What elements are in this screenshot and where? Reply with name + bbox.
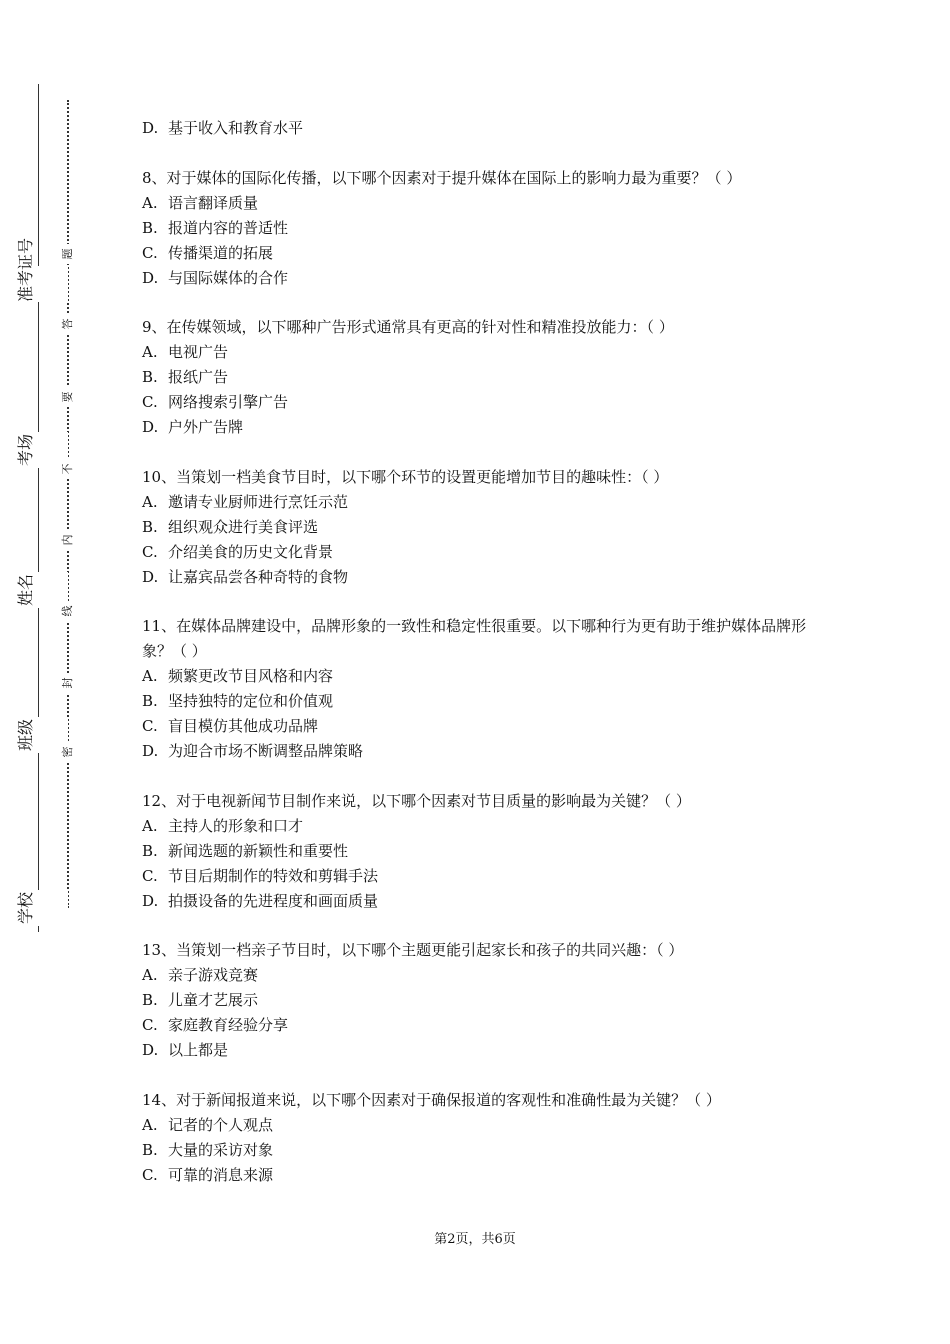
option-letter: B. (142, 218, 158, 237)
seal-char: 内 (60, 530, 76, 550)
option-letter: B. (142, 517, 158, 536)
question-text: 10、当策划一档美食节目时，以下哪个环节的设置更能增加节目的趣味性：（ ） (142, 467, 669, 486)
option-letter: B. (142, 1140, 158, 1159)
option-letter: D. (142, 1041, 159, 1059)
option-letter: D. (142, 891, 159, 910)
option-a (142, 1113, 822, 1138)
option-text: 与国际媒体的合作 (168, 268, 289, 287)
question-text: 13、当策划一档亲子节目时，以下哪个主题更能引起家长和孩子的共同兴趣：（ ） (142, 941, 684, 959)
question-text: 11、在媒体品牌建设中，品牌形象的一致性和稳定性很重要。以下哪种行为更有助于维护媒体品牌形象？（ ） (142, 617, 807, 660)
option-letter: A. (142, 343, 158, 361)
option-text: 拍摄设备的先进程度和画面质量 (168, 891, 379, 910)
option-text: 坚持独特的定位和价值观 (168, 692, 334, 710)
option-text: 语言翻译质量 (168, 193, 259, 212)
option-letter: B. (142, 692, 158, 710)
option-a (142, 963, 822, 988)
option-text: 亲子游戏竞赛 (168, 966, 259, 984)
option-text: 介绍美食的历史文化背景 (168, 542, 334, 561)
question-14 (142, 1088, 822, 1188)
option-text: 报道内容的普适性 (168, 218, 289, 237)
seal-char: 答 (60, 314, 76, 334)
binding-field-school: 学校 (8, 890, 68, 926)
question-text: 9、在传媒领域，以下哪种广告形式通常具有更高的针对性和精准投放能力：（ ） (142, 318, 674, 336)
option-d (142, 116, 822, 141)
option-a (142, 814, 822, 839)
option-c (142, 1013, 822, 1038)
option-a (142, 664, 822, 689)
question-text: 14、对于新闻报道来说，以下哪个因素对于确保报道的客观性和准确性最为关键？（ ） (142, 1090, 721, 1109)
seal-char: 封 (60, 673, 76, 693)
option-text: 基于收入和教育水平 (168, 119, 304, 137)
option-text: 家庭教育经验分享 (168, 1016, 289, 1034)
question-8 (142, 166, 822, 291)
option-letter: D. (142, 268, 159, 287)
option-text: 组织观众进行美食评选 (168, 517, 319, 536)
option-c (142, 1163, 822, 1188)
option-b (142, 216, 822, 241)
option-b (142, 839, 822, 864)
option-d (142, 415, 822, 440)
option-d (142, 565, 822, 590)
option-d (142, 266, 822, 291)
option-text: 为迎合市场不断调整品牌策略 (168, 742, 364, 760)
option-d (142, 889, 822, 914)
option-letter: C. (142, 866, 158, 885)
option-text: 节目后期制作的特效和剪辑手法 (168, 866, 379, 885)
option-text: 频繁更改节目风格和内容 (168, 667, 334, 685)
option-a (142, 490, 822, 515)
option-text: 大量的采访对象 (168, 1140, 274, 1159)
question-text: 12、对于电视新闻节目制作来说，以下哪个因素对节目质量的影响最为关键？（ ） (142, 791, 691, 810)
question-12 (142, 789, 822, 914)
option-letter: C. (142, 1165, 158, 1184)
question-10 (142, 465, 822, 590)
option-d (142, 1038, 822, 1063)
seal-char: 不 (60, 459, 76, 479)
option-c (142, 864, 822, 889)
option-letter: A. (142, 816, 158, 835)
option-text: 儿童才艺展示 (168, 991, 259, 1009)
question-9 (142, 315, 822, 440)
option-letter: A. (142, 1115, 158, 1134)
option-letter: D. (142, 742, 159, 760)
option-letter: C. (142, 542, 158, 561)
seal-char: 题 (60, 244, 76, 264)
option-letter: D. (142, 418, 159, 436)
binding-field-class: 班级 (8, 717, 68, 753)
option-text: 记者的个人观点 (168, 1115, 274, 1134)
seal-char: 线 (60, 601, 76, 621)
seal-char: 密 (60, 742, 76, 762)
option-text: 盲目模仿其他成功品牌 (168, 717, 319, 735)
option-letter: B. (142, 991, 158, 1009)
option-text: 电视广告 (168, 343, 229, 361)
seal-char: 要 (60, 387, 76, 407)
question-list (142, 116, 822, 1212)
question-text: 8、对于媒体的国际化传播，以下哪个因素对于提升媒体在国际上的影响力最为重要？（ ） (142, 168, 742, 187)
option-text: 报纸广告 (168, 368, 229, 386)
option-b (142, 365, 822, 390)
option-text: 可靠的消息来源 (168, 1165, 274, 1184)
option-text: 主持人的形象和口才 (168, 816, 304, 835)
binding-field-exam-room: 考场 (8, 432, 68, 468)
binding-dotted-line (67, 100, 69, 908)
option-letter: B. (142, 841, 158, 860)
binding-margin (0, 0, 90, 1344)
option-letter: C. (142, 393, 158, 411)
binding-solid-line (38, 84, 39, 932)
option-b (142, 515, 822, 540)
option-letter: C. (142, 243, 158, 262)
option-letter: D. (142, 119, 159, 137)
page-number: 第2页，共6页 (434, 1232, 516, 1247)
option-text: 以上都是 (168, 1041, 229, 1059)
option-b (142, 988, 822, 1013)
option-text: 户外广告牌 (168, 418, 244, 436)
option-text: 网络搜索引擎广告 (168, 393, 289, 411)
option-letter: C. (142, 1016, 158, 1034)
option-b (142, 689, 822, 714)
option-letter: A. (142, 667, 158, 685)
option-c (142, 714, 822, 739)
option-text: 邀请专业厨师进行烹饪示范 (168, 492, 349, 511)
option-letter: B. (142, 368, 158, 386)
binding-field-name: 姓名 (8, 572, 68, 608)
option-d (142, 739, 822, 764)
option-c (142, 390, 822, 415)
binding-field-exam-number: 准考证号 (8, 266, 68, 302)
option-letter: A. (142, 492, 158, 511)
option-b (142, 1138, 822, 1163)
option-a (142, 191, 822, 216)
option-text: 新闻选题的新颖性和重要性 (168, 841, 349, 860)
option-c (142, 241, 822, 266)
option-text: 让嘉宾品尝各种奇特的食物 (168, 567, 349, 586)
question-13 (142, 938, 822, 1063)
option-a (142, 340, 822, 365)
question-11 (142, 614, 822, 764)
option-letter: A. (142, 193, 158, 212)
option-letter: A. (142, 966, 158, 984)
option-c (142, 540, 822, 565)
option-text: 传播渠道的拓展 (168, 243, 274, 262)
question-carryover (142, 116, 822, 141)
option-letter: D. (142, 567, 159, 586)
option-letter: C. (142, 717, 158, 735)
